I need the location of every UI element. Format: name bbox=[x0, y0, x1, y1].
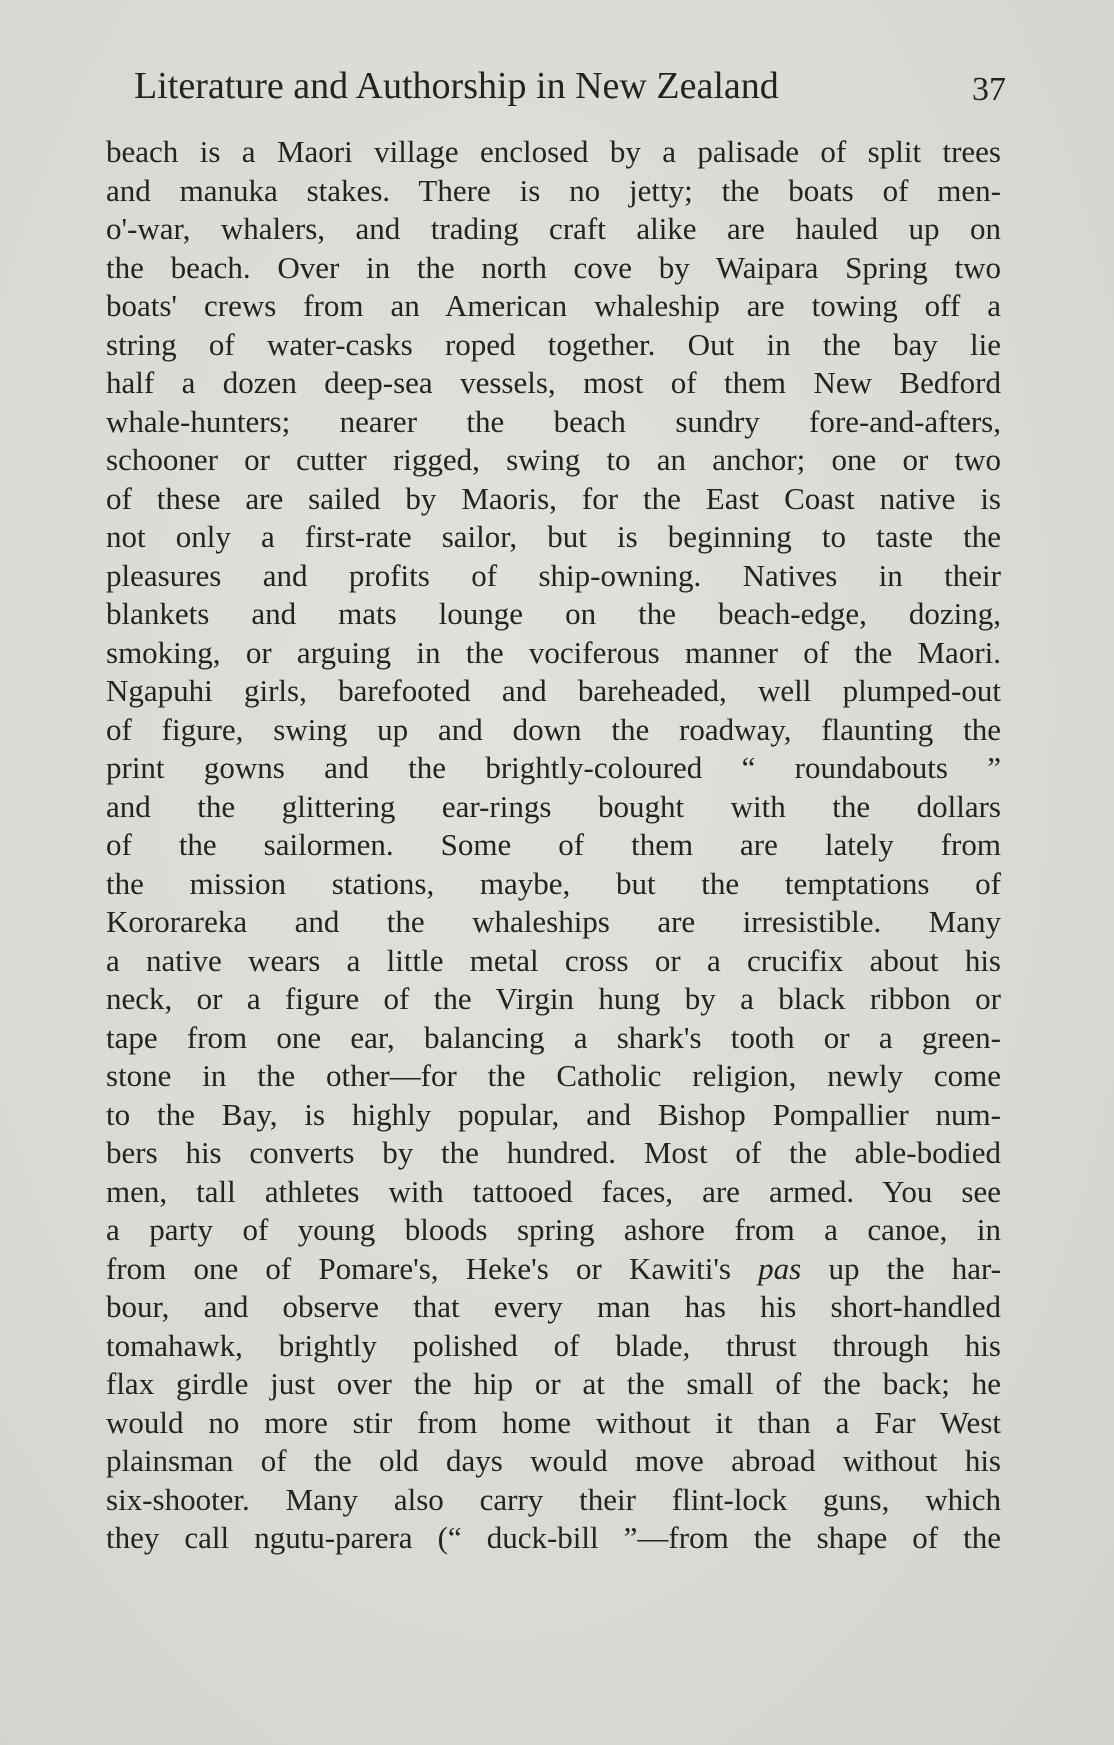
text-line: blankets and mats lounge on the beach-edge, dozing, bbox=[106, 596, 1001, 631]
text-line: of these are sailed by Maoris, for the East Coast native is bbox=[106, 480, 1001, 516]
text-line: string of water-casks roped together. Out in the bay lie bbox=[106, 326, 1001, 362]
text-line: of the sailormen. Some of them are lately from bbox=[106, 827, 1001, 862]
text-line: o'-war, whalers, and trading craft alike are hauled up on bbox=[106, 211, 1001, 246]
running-title: Literature and Authorship in New Zealand bbox=[134, 65, 779, 107]
text-line: boats' crews from an American whaleship are towing off a bbox=[106, 288, 1001, 323]
text-line: they call ngutu-parera (“ duck-bill ”—from the shape of the bbox=[106, 1520, 1001, 1555]
text-line: men, tall athletes with tattooed faces, are armed. You see bbox=[106, 1173, 1001, 1209]
text-line: Ngapuhi girls, barefooted and bareheaded, well plumped-out bbox=[106, 673, 1001, 708]
text-line: the mission stations, maybe, but the temptations of bbox=[106, 865, 1001, 901]
text-line: a party of young bloods spring ashore from a canoe, in bbox=[106, 1212, 1001, 1247]
text-line: six-shooter. Many also carry their flint-lock guns, which bbox=[106, 1481, 1001, 1517]
italic-word: pas bbox=[758, 1250, 802, 1286]
text-line: bers his converts by the hundred. Most of the able-bodied bbox=[106, 1135, 1001, 1170]
text-line: Kororareka and the whaleships are irresistible. Many bbox=[106, 904, 1001, 939]
text-line: and manuka stakes. There is no jetty; the boats of men- bbox=[106, 172, 1001, 208]
text-line: whale-hunters; nearer the beach sundry fore-and-afters, bbox=[106, 403, 1001, 439]
text-line: stone in the other—for the Catholic religion, newly come bbox=[106, 1058, 1001, 1093]
body-paragraph bbox=[106, 133, 1001, 1558]
text-line: to the Bay, is highly popular, and Bishop Pompallier num- bbox=[106, 1096, 1001, 1132]
running-head bbox=[134, 62, 1004, 110]
text-line: pleasures and profits of ship-owning. Natives in their bbox=[106, 557, 1001, 593]
text-line: half a dozen deep-sea vessels, most of them New Bedford bbox=[106, 365, 1001, 400]
text-line: tape from one ear, balancing a shark's tooth or a green- bbox=[106, 1019, 1001, 1055]
text-line: plainsman of the old days would move abroad without his bbox=[106, 1443, 1001, 1478]
text-line: and the glittering ear-rings bought with the dollars bbox=[106, 788, 1001, 824]
text-line: tomahawk, brightly polished of blade, thrust through his bbox=[106, 1327, 1001, 1363]
text-line: neck, or a figure of the Virgin hung by a black ribbon or bbox=[106, 981, 1001, 1016]
text-line: a native wears a little metal cross or a crucifix about his bbox=[106, 942, 1001, 978]
page-number: 37 bbox=[972, 71, 1006, 108]
text-segment: up the har- bbox=[801, 1250, 1001, 1286]
text-line: would no more stir from home without it than a Far West bbox=[106, 1404, 1001, 1440]
text-line: beach is a Maori village enclosed by a palisade of split trees bbox=[106, 134, 1001, 169]
text-line: not only a first-rate sailor, but is beginning to taste the bbox=[106, 519, 1001, 554]
text-line: bour, and observe that every man has his short-handled bbox=[106, 1289, 1001, 1324]
text-line: the beach. Over in the north cove by Waipara Spring two bbox=[106, 249, 1001, 285]
text-line: schooner or cutter rigged, swing to an anchor; one or two bbox=[106, 442, 1001, 477]
text-line: of figure, swing up and down the roadway, flaunting the bbox=[106, 711, 1001, 747]
text-line: print gowns and the brightly-coloured “ roundabouts ” bbox=[106, 750, 1001, 785]
text-line: flax girdle just over the hip or at the small of the back; he bbox=[106, 1366, 1001, 1401]
text-line-with-italic bbox=[106, 1250, 1001, 1289]
text-segment: from one of Pomare's, Heke's or Kawiti's bbox=[106, 1250, 759, 1286]
text-line: smoking, or arguing in the vociferous manner of the Maori. bbox=[106, 634, 1001, 670]
